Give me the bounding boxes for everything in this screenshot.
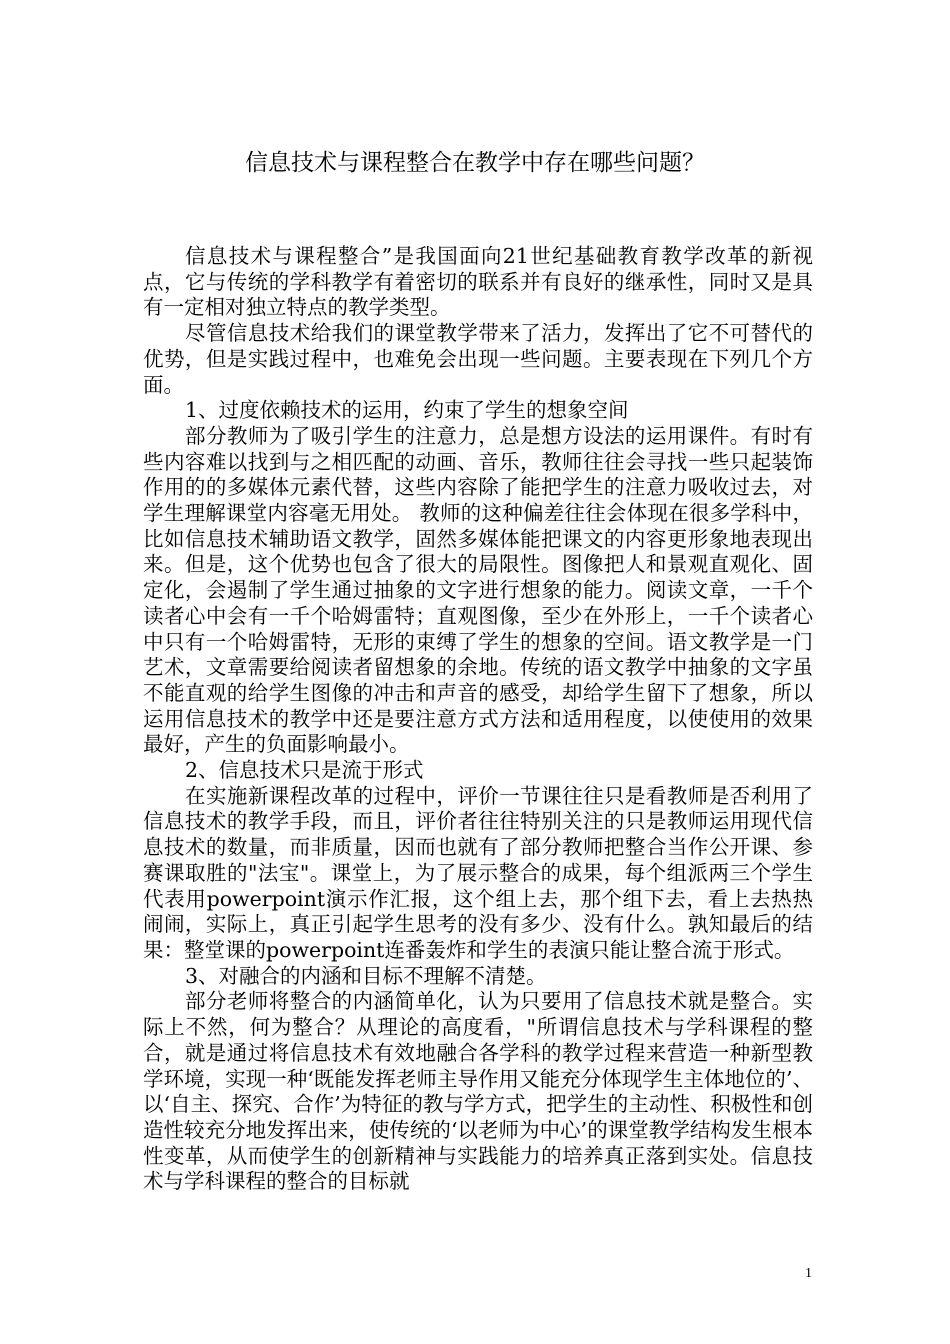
page-number: 1 (805, 1266, 812, 1281)
section-heading-1: 1、过度依赖技术的运用，约束了学生的想象空间 (185, 398, 629, 423)
paragraph-overview: 尽管信息技术给我们的课堂教学带来了活力，发挥出了它不可替代的优势，但是实践过程中，也难免会出现一些问题。主要表现在下列几个方面。 (143, 321, 813, 397)
paragraph-section-1: 部分教师为了吸引学生的注意力，总是想方设法的运用课件。有时有些内容难以找到与之相匹配的动画、音乐，教师往往会寻找一些只起装饰作用的的多媒体元素代替，这些内容除了能把学生的注意力吸收过去，对学生理解课堂内容毫无用处。 教师的这种偏差往往会体现在很多学科中，比如信息技术辅助语文教学，固然多媒体能把课文的内容更形象地表现出来。但是，这个优势也包含了很大的局限性。图像把人和景观直观化、固定化，会遏制了学生通过抽象的文字进行想象的能力。阅读文章，一千个读者心中会有一千个哈姆雷特；直观图像，至少在外形上，一千个读者心中只有一个哈姆雷特，无形的束缚了学生的想象的空间。语文教学是一门艺术，文章需要给阅读者留想象的余地。传统的语文教学中抽象的文字虽不能直观的给学生图像的冲击和声音的感受，却给学生留下了想象，所以运用信息技术的教学中还是要注意方式方法和适用程度，以使使用的效果最好，产生的负面影响最小。 (143, 423, 813, 757)
paragraph-intro: 信息技术与课程整合”是我国面向21世纪基础教育教学改革的新视点，它与传统的学科教学有着密切的联系并有良好的继承性，同时又是具有一定相对独立特点的教学类型。 (143, 244, 813, 320)
paragraph-section-2: 在实施新课程改革的过程中，评价一节课往往只是看教师是否利用了信息技术的教学手段，而且，评价者往往特别关注的只是教师运用现代信息技术的数量，而非质量，因而也就有了部分教师把整合当作公开课、参赛课取胜的"法宝"。课堂上，为了展示整合的成果，每个组派两三个学生代表用powerpoint演示作汇报，这个组上去，那个组下去，看上去热热闹闹，实际上，真正引起学生思考的没有多少、没有什么。孰知最后的结果：整堂课的powerpoint连番轰炸和学生的表演只能让整合流于形式。 (143, 783, 813, 962)
paragraph-section-3: 部分老师将整合的内涵简单化，认为只要用了信息技术就是整合。实际上不然，何为整合？从理论的高度看，"所谓信息技术与学科课程的整合，就是通过将信息技术有效地融合各学科的教学过程来营造一种新型教学环境，实现一种‘既能发挥老师主导作用又能充分体现学生主体地位的’、以‘自主、探究、合作’为特征的教与学方式，把学生的主动性、积极性和创造性较充分地发挥出来，使传统的‘以老师为中心’的课堂教学结构发生根本性变革，从而使学生的创新精神与实践能力的培养真正落到实处。信息技术与学科课程的整合的目标就 (143, 989, 813, 1194)
document-body (143, 244, 813, 1195)
section-heading-2: 2、信息技术只是流于形式 (185, 758, 424, 783)
section-heading-3: 3、对融合的内涵和目标不理解不清楚。 (185, 963, 547, 988)
document-title: 信息技术与课程整合在教学中存在哪些问题？ (245, 150, 705, 176)
